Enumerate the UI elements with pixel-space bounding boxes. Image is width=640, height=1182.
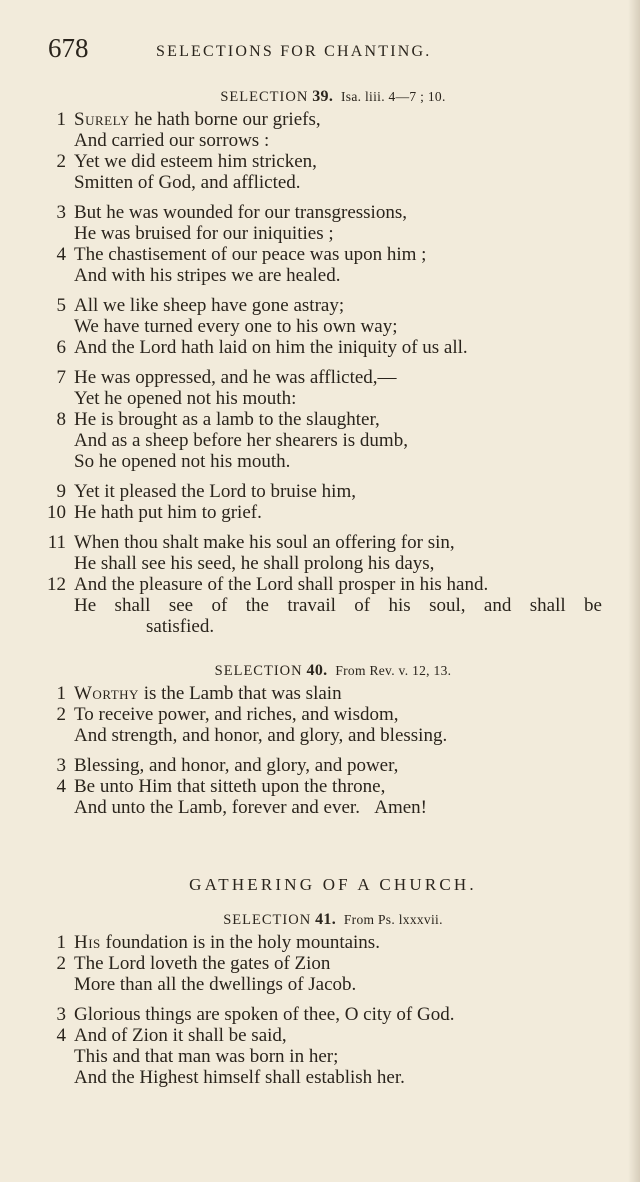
page-number: 678: [48, 33, 89, 63]
verse-line: 1 His foundation is in the holy mountains.: [56, 932, 380, 953]
verse-line: And with his stripes we are healed.: [74, 265, 341, 286]
verse-line: 3 But he was wounded for our transgressions,: [56, 202, 407, 223]
running-title: SELECTIONS FOR CHANTING.: [156, 43, 432, 60]
verse-line: More than all the dwellings of Jacob.: [74, 974, 357, 995]
verse-line: 2 To receive power, and riches, and wisdom,: [56, 704, 399, 725]
selection-40: [46, 659, 620, 818]
verse-line: satisfied.: [146, 616, 215, 637]
verse-line: 4 Be unto Him that sitteth upon the throne,: [56, 776, 386, 797]
verse-line: 9 Yet it pleased the Lord to bruise him,: [56, 481, 356, 502]
section-heading: GATHERING OF A CHURCH.: [189, 875, 477, 894]
verse-line: 4 And of Zion it shall be said,: [56, 1025, 287, 1046]
verse-line: 4 The chastisement of our peace was upon him ;: [56, 244, 427, 265]
verse-line: Yet he opened not his mouth:: [74, 388, 297, 409]
verse-line: So he opened not his mouth.: [74, 451, 291, 472]
verse-line: 5 All we like sheep have gone astray;: [56, 295, 345, 316]
selection-39: [46, 85, 620, 637]
verse-line: 3 Glorious things are spoken of thee, O city of God.: [56, 1004, 455, 1025]
selection-heading: SELECTION 39. Isa. liii. 4—7 ; 10.: [220, 88, 446, 105]
verse-line: He shall see his seed, he shall prolong his days,: [74, 553, 435, 574]
verse-line: And the Highest himself shall establish her.: [74, 1067, 405, 1088]
verse-line: 1 Surely he hath borne our griefs,: [56, 109, 321, 130]
verse-line: 10 He hath put him to grief.: [47, 502, 262, 523]
page-fold-shadow: [628, 0, 640, 1182]
verse-line: 12 And the pleasure of the Lord shall prosper in his hand.: [47, 574, 489, 595]
verse-line: He was bruised for our iniquities ;: [74, 223, 334, 244]
verse-line: Smitten of God, and afflicted.: [74, 172, 301, 193]
verse-line: And carried our sorrows :: [74, 130, 270, 151]
selection-heading: SELECTION 41. From Ps. lxxxvii.: [223, 911, 443, 928]
selection-heading: SELECTION 40. From Rev. v. 12, 13.: [214, 662, 452, 679]
verse-line: And unto the Lamb, forever and ever. Amen!: [74, 797, 427, 818]
verse-line: And strength, and honor, and glory, and blessing.: [74, 725, 448, 746]
verse-line: And as a sheep before her shearers is dumb,: [74, 430, 408, 451]
verse-line: 3 Blessing, and honor, and glory, and power,: [56, 755, 399, 776]
verse-line: 2 The Lord loveth the gates of Zion: [56, 953, 331, 974]
verse-line: 7 He was oppressed, and he was afflicted,—: [56, 367, 397, 388]
verse-line: He shall see of the travail of his soul, and shall be: [74, 595, 602, 616]
verse-line: 8 He is brought as a lamb to the slaughter,: [56, 409, 380, 430]
verse-line: 2 Yet we did esteem him stricken,: [56, 151, 317, 172]
verse-line: 11 When thou shalt make his soul an offering for sin,: [47, 532, 455, 553]
verse-line: We have turned every one to his own way;: [74, 316, 398, 337]
verse-line: 6 And the Lord hath laid on him the iniquity of us all.: [56, 337, 468, 358]
selection-41: [46, 908, 620, 1088]
verse-line: This and that man was born in her;: [74, 1046, 339, 1067]
page-header: [48, 33, 590, 69]
verse-line: 1 Worthy is the Lamb that was slain: [56, 683, 342, 704]
